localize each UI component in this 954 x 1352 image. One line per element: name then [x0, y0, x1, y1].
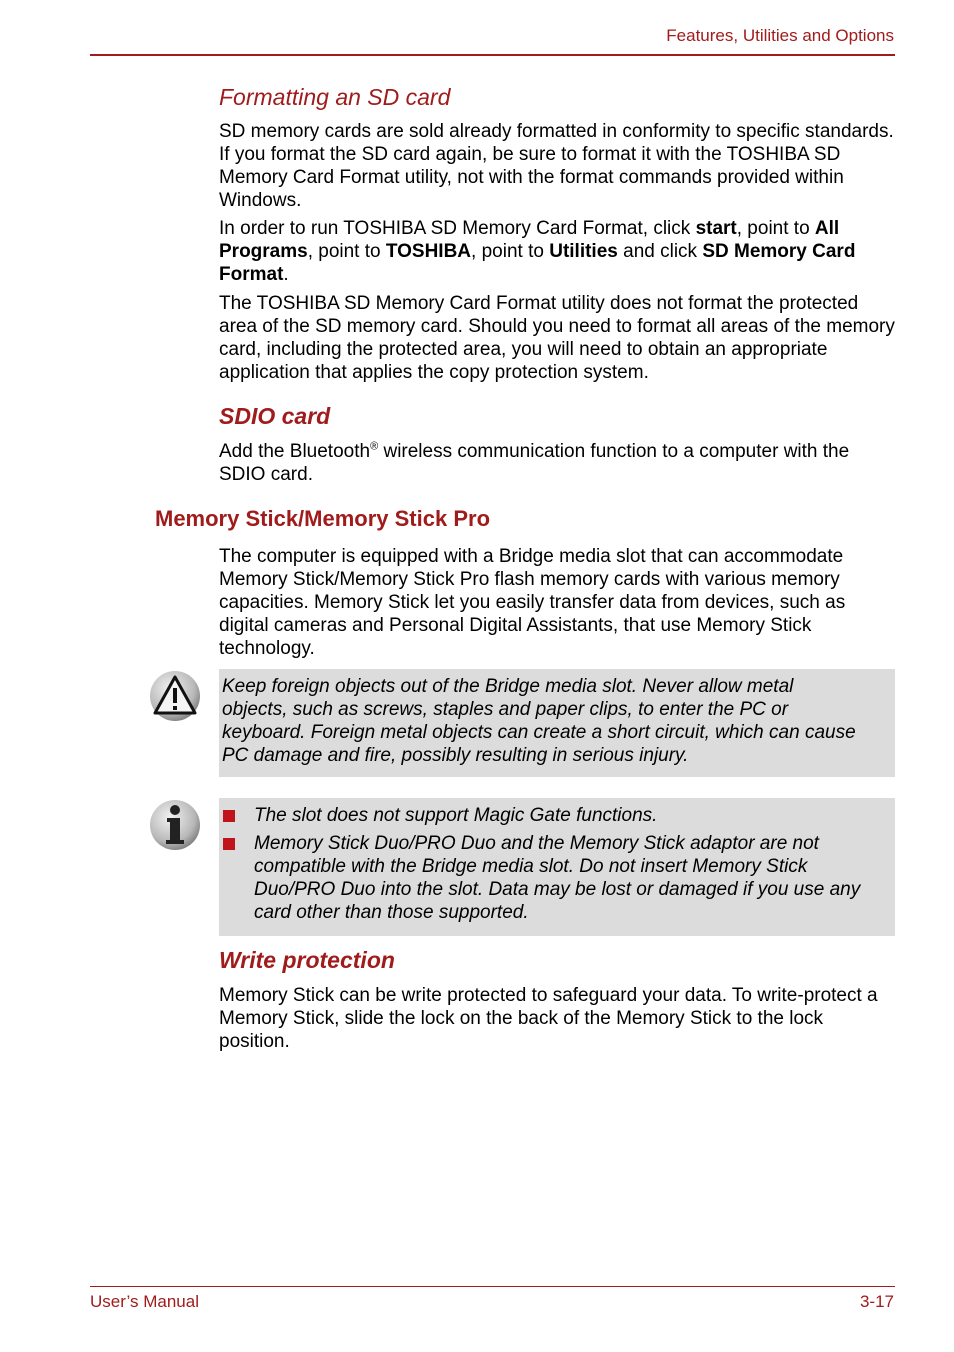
memory-stick-heading: Memory Stick/Memory Stick Pro [155, 506, 491, 531]
footer-rule [90, 1286, 895, 1287]
header-rule [90, 54, 895, 56]
formatting-paragraph-1: SD memory cards are sold already formatted in conformity to specific standards. If you format the SD card again, be sure to format it with the TOSHIBA SD Memory Card Format utility, not with the format commands provided within Windows. [219, 121, 894, 211]
page-number: 3-17 [859, 1292, 894, 1311]
bullet-square-icon [223, 810, 235, 822]
write-protection-heading: Write protection [219, 947, 395, 973]
sdio-paragraph: Add the Bluetooth® wireless communication function to a computer with the SDIO card. [219, 440, 850, 485]
formatting-paragraph-3: The TOSHIBA SD Memory Card Format utility does not format the protected area of the SD memory card. Should you need to format all areas of the memory card, including the protected area, you will need to obtain an appropriate application that applies the copy protection system. [219, 293, 895, 383]
caution-box [219, 669, 895, 777]
note-item: The slot does not support Magic Gate functions. [219, 804, 875, 827]
write-protection-paragraph: Memory Stick can be write protected to safeguard your data. To write-protect a Memory Stick, slide the lock on the back of the Memory Stick to the lock position. [219, 985, 878, 1052]
caution-icon [148, 669, 202, 723]
footer-manual-title: User’s Manual [90, 1292, 199, 1311]
bullet-square-icon [223, 838, 235, 850]
note-item: Memory Stick Duo/PRO Duo and the Memory Stick adaptor are not compatible with the Bridge media slot. Do not insert Memory Stick Duo/PRO Duo into the slot. Data may be lost or damaged if you use any card other than those supported. [219, 832, 875, 924]
info-icon [148, 798, 202, 852]
note-box [219, 798, 895, 936]
caution-text: Keep foreign objects out of the Bridge media slot. Never allow metal objects, such as screws, staples and paper clips, to enter the PC or keyboard. Foreign metal objects can create a short circuit, which can cause PC damage and fire, possibly resulting in serious injury. [222, 676, 856, 766]
running-header: Features, Utilities and Options [666, 26, 894, 45]
sdio-heading: SDIO card [219, 403, 331, 429]
formatting-paragraph-2: In order to run TOSHIBA SD Memory Card Format, click start, point to All Programs, point to TOSHIBA, point to Utilities and click SD Memory Card Format. [219, 218, 856, 285]
memory-stick-paragraph: The computer is equipped with a Bridge media slot that can accommodate Memory Stick/Memory Stick Pro flash memory cards with various memory capacities. Memory Stick let you easily transfer data from devices, such as digital cameras and Personal Digital Assistants, that use Memory Stick technology. [219, 546, 846, 659]
formatting-heading: Formatting an SD card [219, 84, 451, 110]
